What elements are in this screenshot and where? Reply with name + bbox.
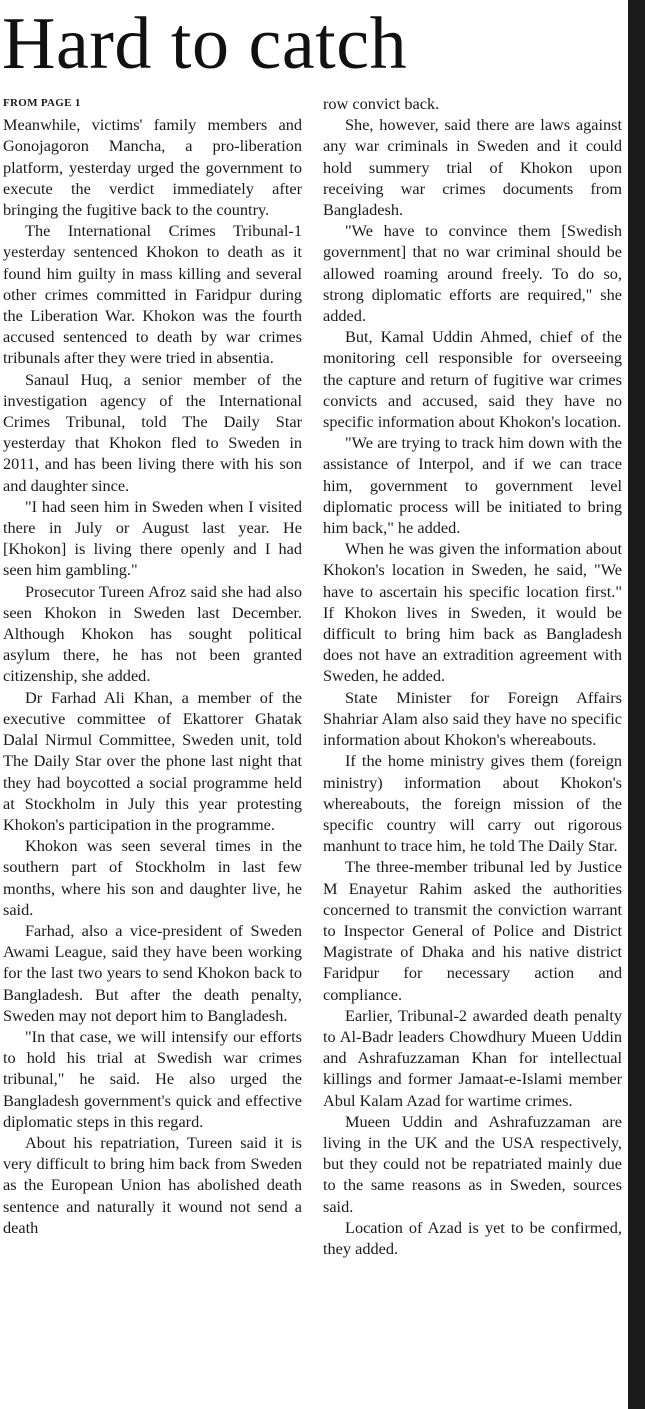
paragraph: Mueen Uddin and Ashrafuzzaman are living in the UK and the USA respectively, but they could not be repatriated mainly due to the same reasons as in Sweden, sources said. [323,1111,622,1216]
paragraph: "We have to convince them [Swedish government] that no war criminal should be allowed roaming around freely. To do so, strong diplomatic efforts are required," she added. [323,221,622,326]
article-column-right [323,93,622,1259]
dateline: FROM PAGE 1 [3,97,81,109]
paragraph: But, Kamal Uddin Ahmed, chief of the monitoring cell responsible for overseeing the capture and return of fugitive war crimes convicts and accused, said they have no specific information about Khokon's location. [323,327,622,432]
paragraph: "We are trying to track him down with the assistance of Interpol, and if we can trace him, government to government level diplomatic process will be initiated to bring him back," he added. [323,433,622,538]
paragraph: State Minister for Foreign Affairs Shahriar Alam also said they have no specific information about Khokon's whereabouts. [323,687,622,750]
paragraph: Sanaul Huq, a senior member of the investigation agency of the International Crimes Tribunal, told The Daily Star yesterday that Khokon fled to Sweden in 2011, and has been living there with his son and daughter since. [3,369,302,495]
paragraph: If the home ministry gives them (foreign ministry) information about Khokon's whereabouts, the foreign mission of the specific country will carry out rigorous manhunt to trace him, he told The Daily Star. [323,751,622,856]
page-edge-shadow [628,0,645,1409]
paragraph: Khokon was seen several times in the southern part of Stockholm in last few months, where his son and daughter live, he said. [3,836,302,919]
article-column-left [3,93,302,1238]
headline: Hard to catch [2,3,408,85]
paragraph: "In that case, we will intensify our efforts to hold his trial at Swedish war crimes tribunal," he said. He also urged the Bangladesh government's quick and effective diplomatic steps in this regard. [3,1026,302,1131]
paragraph: Prosecutor Tureen Afroz said she had also seen Khokon in Sweden last December. Although Khokon has sought political asylum there, he has not been granted citizenship, she added. [3,581,302,686]
paragraph: Dr Farhad Ali Khan, a member of the executive committee of Ekattorer Ghatak Dalal Nirmul Committee, Sweden unit, told The Daily Star over the phone last night that they had boycotted a social programme held at Stockholm in July this year protesting Khokon's participation in the programme. [3,687,302,834]
paragraph-continuation: row convict back. [323,94,440,113]
paragraph: Farhad, also a vice-president of Sweden Awami League, said they have been working for the last two years to send Khokon back to Bangladesh. But after the death penalty, Sweden may not deport him to Bangladesh. [3,920,302,1025]
paragraph: She, however, said there are laws against any war criminals in Sweden and it could hold summery trial of Khokon upon receiving war crimes documents from Bangladesh. [323,115,622,220]
paragraph: The International Crimes Tribunal-1 yesterday sentenced Khokon to death as it found him guilty in mass killing and several other crimes committed in Faridpur during the Liberation War. Khokon was the fourth accused sentenced to death by war crimes tribunals after they were tried in absentia. [3,221,302,368]
paragraph: The three-member tribunal led by Justice M Enayetur Rahim asked the authorities concerned to transmit the conviction warrant to Inspector General of Police and District Magistrate of Dhaka and his native district Faridpur for necessary action and compliance. [323,857,622,1004]
paragraph: Earlier, Tribunal-2 awarded death penalty to Al-Badr leaders Chowdhury Mueen Uddin and Ashrafuzzaman Khan for intellectual killings and former Jamaat-e-Islami member Abul Kalam Azad for wartime crimes. [323,1005,622,1110]
paragraph: About his repatriation, Tureen said it is very difficult to bring him back from Sweden as the European Union has abolished death sentence and naturally it wound not send a death [3,1132,302,1237]
paragraph: Location of Azad is yet to be confirmed, they added. [323,1217,622,1258]
paragraph: Meanwhile, victims' family members and Gonojagoron Mancha, a pro-liberation platform, yesterday urged the government to execute the verdict immediately after bringing the fugitive back to the country. [3,115,302,220]
paragraph: "I had seen him in Sweden when I visited there in July or August last year. He [Khokon] is living there openly and I had seen him gambling." [3,496,302,580]
paragraph: When he was given the information about Khokon's location in Sweden, he said, "We have to ascertain his specific location first." If Khokon lives in Sweden, it would be difficult to bring him back as Bangladesh does not have an extradition agreement with Sweden, he added. [323,539,622,686]
